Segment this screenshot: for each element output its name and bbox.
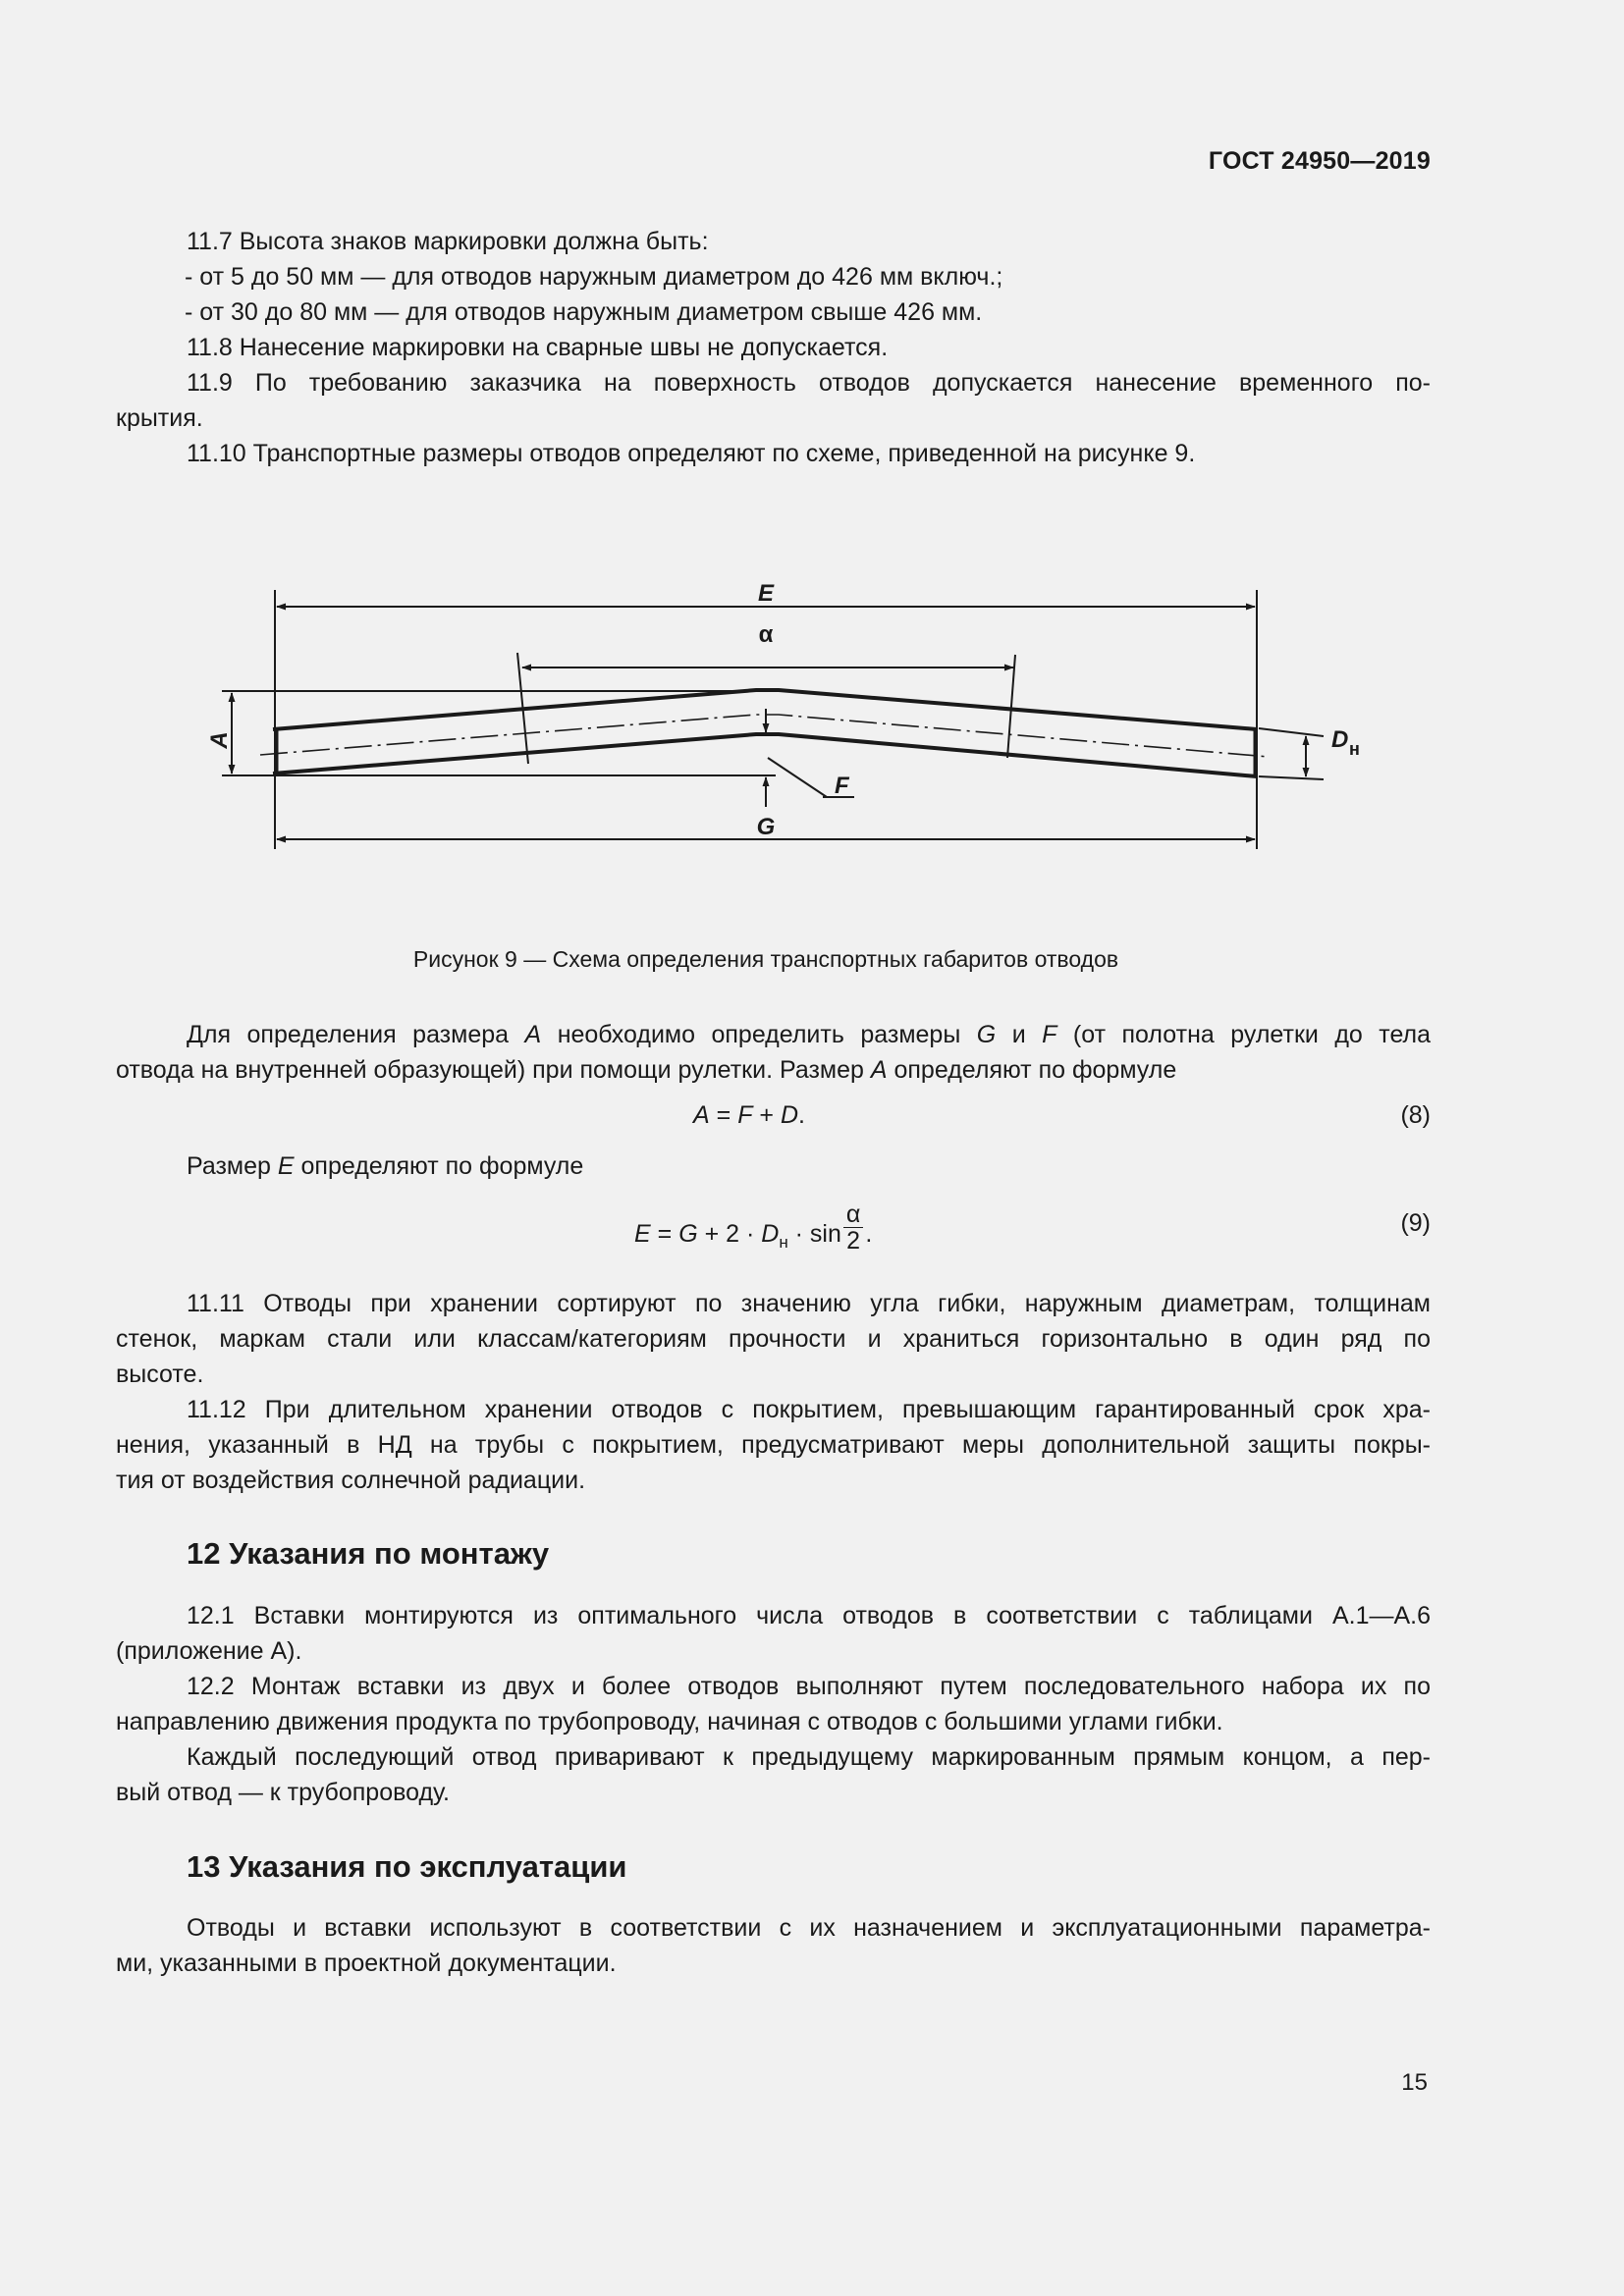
paragraph-11-12-cont: нения, указанный в НД на трубы с покрытием, предусматривают меры дополнительной защиты покры- <box>116 1431 1431 1459</box>
paragraph-11-12-end: тия от воздействия солнечной радиации. <box>116 1467 586 1494</box>
paragraph-11-8: 11.8 Нанесение маркировки на сварные швы не допускается. <box>187 334 889 361</box>
paragraph-11-11-cont: стенок, маркам стали или классам/категориям прочности и храниться горизонтально в один ряд по <box>116 1325 1431 1353</box>
paragraph-11-11-end: высоте. <box>116 1361 204 1388</box>
paragraph-12-1: 12.1 Вставки монтируются из оптимального числа отводов в соответствии с таблицами А.1—А.6 <box>187 1602 1431 1629</box>
paragraph-11-9: 11.9 По требованию заказчика на поверхность отводов допускается нанесение временного по- <box>187 369 1431 397</box>
dimension-d-top-extension <box>1259 728 1324 736</box>
equation-number-8: (8) <box>1400 1101 1431 1129</box>
paragraph-11-7: 11.7 Высота знаков маркировки должна быть: <box>187 228 709 255</box>
document-code: ГОСТ 24950—2019 <box>1208 147 1431 175</box>
formula-8: A = F + D. <box>693 1101 805 1129</box>
pipe-inner-wall <box>273 734 1257 776</box>
paragraph-12-1-cont: (приложение А). <box>116 1637 302 1665</box>
bend-mark-right <box>1007 655 1015 758</box>
label-e: E <box>757 580 775 607</box>
paragraph-12-2: 12.2 Монтаж вставки из двух и более отводов выполняют путем последовательного набора их по <box>187 1673 1431 1700</box>
leader-line-f <box>768 758 827 797</box>
paragraph-11-12: 11.12 При длительном хранении отводов с покрытием, превышающим гарантированный срок хра- <box>187 1396 1431 1423</box>
section-heading-13: 13 Указания по эксплуатации <box>187 1849 627 1884</box>
fraction-alpha-over-2: $\frac{\alpha}{2}$ <box>843 1201 863 1254</box>
label-d: D <box>1331 726 1349 753</box>
label-d-subscript: н <box>1349 739 1360 759</box>
paragraph-13-cont: ми, указанными в проектной документации. <box>116 1949 617 1977</box>
paragraph-12-2-cont: направлению движения продукта по трубопроводу, начиная с отводов с большими углами гибки. <box>116 1708 1223 1735</box>
label-alpha: α <box>758 621 774 648</box>
paragraph-12-3-cont: вый отвод — к трубопроводу. <box>116 1779 450 1806</box>
paragraph-11-11: 11.11 Отводы при хранении сортируют по значению угла гибки, наружным диаметрам, толщинам <box>187 1290 1431 1317</box>
label-f: F <box>835 773 849 799</box>
paragraph-dimension-a-cont: отвода на внутренней образующей) при помощи рулетки. Размер A определяют по формуле <box>116 1056 1177 1084</box>
paragraph-dimension-a: Для определения размера A необходимо определить размеры G и F (от полотна рулетки до тела <box>187 1021 1432 1048</box>
transport-dimensions-diagram <box>0 550 1624 883</box>
paragraph-12-3: Каждый последующий отвод приваривают к предыдущему маркированным прямым концом, а пер- <box>187 1743 1431 1771</box>
list-item: - от 30 до 80 мм — для отводов наружным диаметром свыше 426 мм. <box>185 298 983 326</box>
paragraph-11-10: 11.10 Транспортные размеры отводов определяют по схеме, приведенной на рисунке 9. <box>187 440 1196 467</box>
dimension-d-bottom-extension <box>1259 776 1324 779</box>
list-item: - от 5 до 50 мм — для отводов наружным диаметром до 426 мм включ.; <box>185 263 1003 291</box>
section-heading-12: 12 Указания по монтажу <box>187 1536 550 1571</box>
label-a: A <box>206 731 233 749</box>
paragraph-dimension-e: Размер E определяют по формуле <box>187 1152 584 1180</box>
paragraph-11-9-cont: крытия. <box>116 404 203 432</box>
formula-9: $E = G + 2 \cdot D_н \cdot \sin$ $\frac{\alpha}{2}$ . <box>634 1201 873 1255</box>
page-number: 15 <box>1401 2069 1428 2096</box>
equation-number-9: (9) <box>1400 1209 1431 1237</box>
label-g: G <box>756 814 776 840</box>
paragraph-13: Отводы и вставки используют в соответствии с их назначением и эксплуатационными параметра- <box>187 1914 1431 1942</box>
figure-caption: Рисунок 9 — Схема определения транспортных габаритов отводов <box>412 946 1119 972</box>
